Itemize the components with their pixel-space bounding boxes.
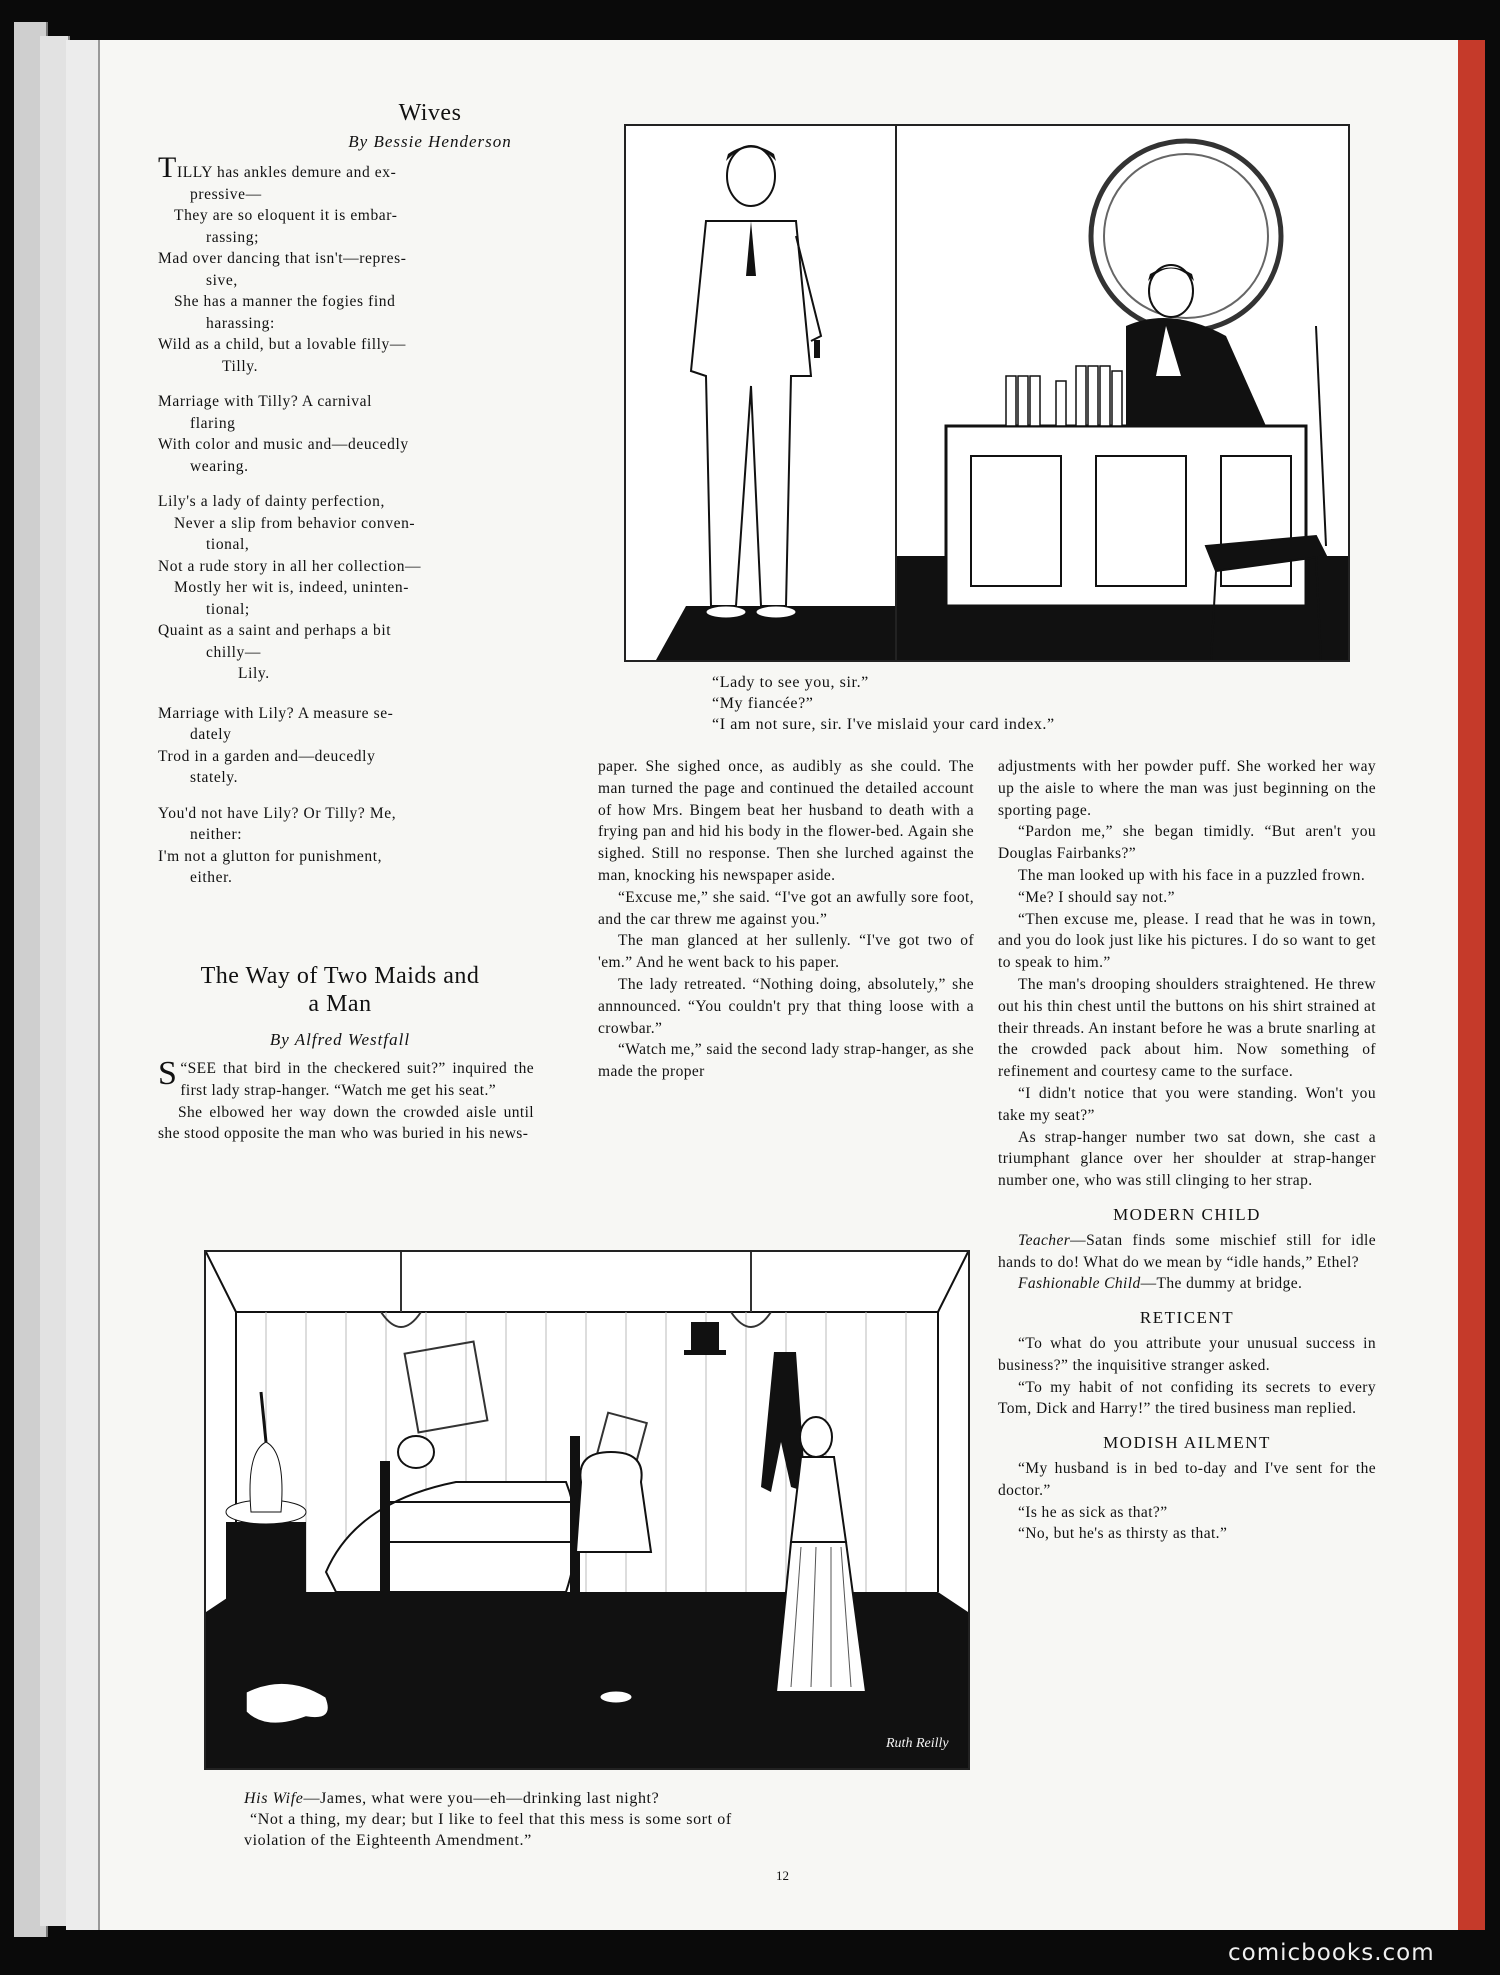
story-paragraph: “Me? I should say not.” xyxy=(1018,888,1175,906)
poem-title: Wives xyxy=(398,100,462,126)
poem-line-text: tional, xyxy=(206,536,250,553)
butler xyxy=(1126,265,1266,426)
poem-line-text: Not a rude story in all her collection— xyxy=(158,557,422,575)
poem-line-text: stately. xyxy=(190,769,239,786)
poem-line-text: harassing: xyxy=(206,314,275,332)
caption-speaker: His Wife xyxy=(244,1790,304,1807)
poem-stanza xyxy=(158,391,578,477)
poem-stanza xyxy=(158,491,578,685)
poem-line-text: Trod in a garden and—deucedly xyxy=(158,747,376,765)
poem-stanza xyxy=(158,699,578,789)
poem-line-text: She has a manner the fogies find xyxy=(174,293,396,310)
joke-line xyxy=(998,1273,1376,1295)
poem-line-text: Mad over dancing that isn't—repres- xyxy=(158,250,407,267)
poem-stanza xyxy=(158,151,578,377)
poem-line-text: neither: xyxy=(190,826,243,843)
story-title xyxy=(150,962,530,1018)
story-paragraph: “Then excuse me, please. I read that he was in town, and you do look just like his pictures. I do so want to get to speak to him.” xyxy=(998,910,1376,972)
caption-line: “Lady to see you, sir.” xyxy=(712,674,869,691)
story-paragraph: paper. She sighed once, as audibly as she could. The man turned the page and continued the detailed account of how Mrs. Bingem beat her husband to death with a frying pan and hid his body in the flower-bed. Again she sighed. Still no response. Then she lurched against the man, knocking his newspaper aside. xyxy=(598,758,974,884)
poem-line-text: ILLY has ankles demure and ex- xyxy=(176,164,397,181)
poem-line-text: either. xyxy=(190,869,233,886)
story-paragraph: “Excuse me,” she said. “I've got an awfully sore foot, and the car threw me against you.” xyxy=(598,888,974,928)
story-paragraph: The lady retreated. “Nothing doing, absolutely,” she annnounced. “You couldn't pry that thing loose with a crowbar.” xyxy=(598,975,974,1037)
armchair xyxy=(576,1452,651,1552)
poem-line xyxy=(158,413,578,435)
story-paragraph: “Watch me,” said the second lady strap-hanger, as she made the proper xyxy=(598,1041,974,1081)
poem-line-text: Lily. xyxy=(238,665,270,682)
joke-heading: MODERN CHILD xyxy=(1113,1204,1261,1224)
caption-line: “Not a thing, my dear; but I like to feel that this mess is some sort of xyxy=(250,1811,732,1828)
poem-line xyxy=(158,846,578,868)
poem-line xyxy=(158,513,578,535)
standing-man xyxy=(691,146,821,618)
poem-line-text: chilly— xyxy=(206,643,261,661)
poem-line-text: With color and music and—deucedly xyxy=(158,436,409,453)
story-paragraph: “I didn't notice that you were standing. Won't you take my seat?” xyxy=(998,1084,1376,1124)
story-paragraph-text: “SEE that bird in the checkered suit?” inquired the first lady strap-hanger. “Watch me get his seat.” xyxy=(180,1060,534,1099)
poem-line-text: Mostly her wit is, indeed, uninten- xyxy=(174,579,409,596)
poem-line-text: wearing. xyxy=(190,457,249,475)
story-paragraph: “Pardon me,” she began timidly. “But aren't you Douglas Fairbanks?” xyxy=(998,823,1376,863)
poem-line xyxy=(158,334,578,356)
joke-speaker: Fashionable Child xyxy=(1018,1275,1141,1293)
magazine-page xyxy=(100,40,1458,1930)
top-cartoon xyxy=(624,124,1350,662)
poem-line-text: dately xyxy=(190,726,232,743)
story-title-line: a Man xyxy=(308,991,372,1017)
story-column-2 xyxy=(598,756,974,1083)
joke-line: “My husband is in bed to-day and I've sent for the doctor.” xyxy=(998,1459,1376,1499)
poem-line xyxy=(158,151,578,184)
caption-text: —James, what were you—eh—drinking last night? xyxy=(303,1790,660,1807)
poem-line xyxy=(158,248,578,270)
story-paragraph xyxy=(158,1055,534,1102)
poem-line xyxy=(158,867,578,889)
story-byline: By Alfred Westfall xyxy=(269,1030,411,1049)
poem-line xyxy=(158,556,578,578)
story-column-1 xyxy=(158,1055,534,1145)
story-title-line: The Way of Two Maids and xyxy=(200,963,480,989)
story-paragraph: As strap-hanger number two sat down, she cast a triumphant glance over her shoulder at strap-hanger number one, who was still clinging to her strap. xyxy=(998,1128,1376,1190)
poem-line-text: Wild as a child, but a lovable filly— xyxy=(158,336,406,353)
joke-line: “Is he as sick as that?” xyxy=(1018,1503,1168,1521)
poem-line-text: flaring xyxy=(190,414,236,432)
story-drop-cap: S xyxy=(158,1055,178,1092)
poem-line xyxy=(158,356,578,378)
poem-line-text: I'm not a glutton for punishment, xyxy=(158,847,383,865)
poem-line-text: tional; xyxy=(206,600,250,618)
joke-text: —Satan finds some mischief still for idle hands to do! What do we mean by “idle hands,” Ethel? xyxy=(998,1231,1376,1271)
joke-line xyxy=(998,1230,1376,1274)
poem-line xyxy=(158,434,578,456)
tilted-picture-frame xyxy=(405,1342,488,1433)
poem-line xyxy=(158,184,578,206)
caption-line: “My fiancée?” xyxy=(712,695,814,712)
joke-line: “To my habit of not confiding its secrets to every Tom, Dick and Harry!” the tired business man replied. xyxy=(998,1378,1376,1418)
poem-line-text: Tilly. xyxy=(222,357,259,375)
caption-line: “I am not sure, sir. I've mislaid your card index.” xyxy=(712,716,1055,733)
poem-byline: By Bessie Henderson xyxy=(348,132,512,151)
poem-line xyxy=(158,663,578,685)
poem-line xyxy=(158,803,578,825)
story-column-3 xyxy=(998,756,1376,1545)
story-paragraph: The man's drooping shoulders straightened. He threw out his thin chest until the buttons on his shirt strained at their threads. An instant before he was a brute snarling at the crowded pack about him. Now something of refinement and courtesy came to the surface. xyxy=(998,975,1376,1081)
caption-line xyxy=(244,1788,732,1809)
top-cartoon-caption xyxy=(712,672,1055,735)
joke-speaker: Teacher xyxy=(1018,1231,1071,1249)
poem-line xyxy=(158,270,578,292)
story-paragraph: She elbowed her way down the crowded aisle until she stood opposite the man who was buried in his news- xyxy=(158,1103,534,1143)
poem-line xyxy=(158,391,578,413)
poem-line xyxy=(158,491,578,513)
cartoon-bedroom-illustration xyxy=(206,1252,968,1768)
poem-line xyxy=(158,746,578,768)
poem-line xyxy=(158,703,578,725)
story-paragraph: The man glanced at her sullenly. “I've got two of 'em.” And he went back to his paper. xyxy=(598,932,974,972)
joke-line: “No, but he's as thirsty as that.” xyxy=(1018,1525,1228,1543)
poem-line-text: sive, xyxy=(206,271,238,289)
poem-line xyxy=(158,620,578,642)
poem-line-text: Marriage with Tilly? A carnival xyxy=(158,393,373,410)
poem-line xyxy=(158,642,578,664)
cartoon-butler-illustration xyxy=(626,126,1348,660)
poem-line-text: rassing; xyxy=(206,228,260,246)
poem-line xyxy=(158,205,578,227)
top-hat xyxy=(684,1322,726,1355)
joke-heading: RETICENT xyxy=(1139,1308,1235,1328)
poem-line xyxy=(158,456,578,478)
poem-line-text: Lily's a lady of dainty perfection, xyxy=(158,493,385,510)
book-row xyxy=(1006,366,1122,426)
joke-text: —The dummy at bridge. xyxy=(1140,1275,1303,1293)
poem-line xyxy=(158,291,578,313)
poem-line xyxy=(158,824,578,846)
story-paragraph: adjustments with her powder puff. She worked her way up the aisle to where the man was just beginning on the sporting page. xyxy=(998,758,1376,819)
poem-drop-cap: T xyxy=(158,151,177,184)
joke-line: “To what do you attribute your unusual success in business?” the inquisitive stranger asked. xyxy=(998,1334,1376,1374)
bed xyxy=(326,1436,579,1612)
caption-line: violation of the Eighteenth Amendment.” xyxy=(244,1832,532,1849)
poem-line-text: Marriage with Lily? A measure se- xyxy=(158,704,394,722)
ceiling-lights xyxy=(381,1252,771,1327)
poem-line xyxy=(158,767,578,789)
bottom-cartoon-caption xyxy=(244,1788,732,1851)
poem-line xyxy=(158,227,578,249)
poem-line-text: Quaint as a saint and perhaps a bit xyxy=(158,622,392,639)
poem-line xyxy=(158,577,578,599)
poem-line xyxy=(158,534,578,556)
artist-signature: Ruth Reilly xyxy=(886,1736,949,1751)
book-cover-edge xyxy=(1455,40,1485,1930)
poem-line xyxy=(158,724,578,746)
page-number: 12 xyxy=(776,1868,789,1883)
dropped-collar xyxy=(600,1691,632,1703)
poem-stanza xyxy=(158,803,578,889)
bottom-cartoon xyxy=(204,1250,970,1770)
story-paragraph: The man looked up with his face in a puzzled frown. xyxy=(1018,866,1366,884)
poem-line-text: Never a slip from behavior conven- xyxy=(174,514,416,532)
poem-line-text: They are so eloquent it is embar- xyxy=(174,207,398,224)
poem-body xyxy=(158,151,578,889)
poem-line xyxy=(158,313,578,335)
poem-line-text: pressive— xyxy=(190,185,262,203)
page-stack-edge xyxy=(66,40,100,1930)
poem-line-text: You'd not have Lily? Or Tilly? Me, xyxy=(158,804,397,822)
site-watermark: comicbooks.com xyxy=(1228,1940,1435,1966)
joke-heading: MODISH AILMENT xyxy=(1103,1433,1271,1453)
poem-line xyxy=(158,599,578,621)
